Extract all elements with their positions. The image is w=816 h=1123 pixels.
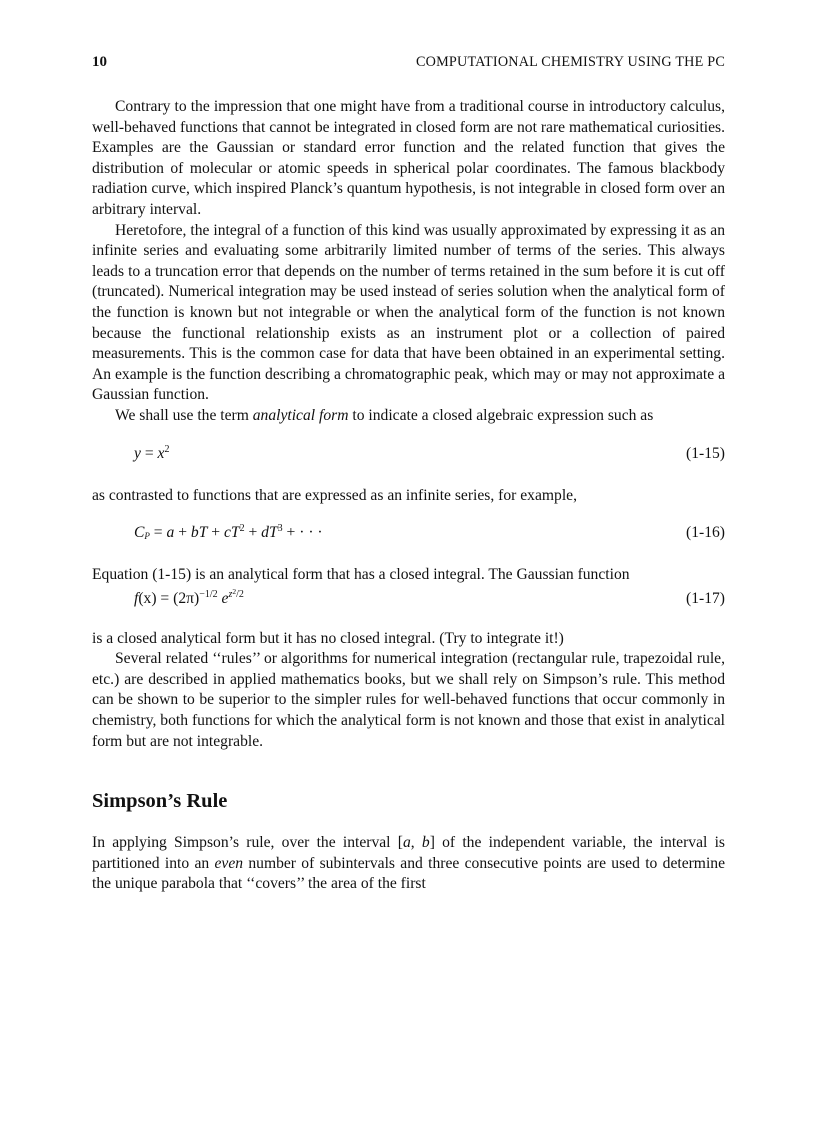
paragraph: Equation (1-15) is an analytical form that has a closed integral. The Gaussian function [92,566,630,584]
equation-expression: $y = x^2$ [134,443,170,462]
running-title: COMPUTATIONAL CHEMISTRY USING THE PC [415,54,725,70]
equation-number: (1-15) [686,444,725,462]
paragraph: Contrary to the impression that one might have from a traditional course in introductory calculus, well-behaved functions that cannot be integrated in closed form are not rare mathematical curiosities. Examples are the Gaussian or standard error function and the related function that gives the distribution of molecular or atomic speeds in spherical polar coordinates. The famous blackbody radiation curve, which inspired Planck’s quantum hypothesis, is not integrable in closed form over an arbitrary interval. [92,98,725,218]
book-page [92,54,725,895]
page-body [92,97,725,895]
paragraph: is a closed analytical form but it has no closed integral. (Try to integrate it!) [92,629,564,647]
emphasis: analytical form [252,406,349,424]
equation-1-16 [92,523,725,547]
paragraph: We shall use the term analytical form to indicate a closed algebraic expression such as [115,406,654,424]
equation-number: (1-17) [686,589,725,607]
equation-1-15 [92,444,725,468]
paragraph: as contrasted to functions that are expressed as an infinite series, for example, [92,486,577,504]
page-number: 10 [92,54,107,70]
equation-number: (1-16) [686,524,725,542]
equation-1-17 [92,586,725,613]
paragraph: In applying Simpson’s rule, over the interval [a, b] of the independent variable, the interval is partitioned into an even number of subintervals and three consecutive points are used to determine the unique parabola that ‘‘covers’’ the area of the first [92,834,725,893]
equation-expression: $C_P = a$ + bT + $cT^2 + dT^3$ + · · · [134,523,323,542]
running-header [92,54,725,80]
equation-expression: $f(x) = (2\pi)^{-1/2}$ $e^{z^2/2}$ [134,586,244,607]
paragraph: Several related ‘‘rules’’ or algorithms for numerical integration (rectangular rule, trapezoidal rule, etc.) are described in applied mathematics books, but we shall rely on Simpson’s rule. This method can be shown to be superior to the simpler rules for well-behaved functions that occur commonly in chemistry, both functions for which the analytical form is not known and those that exist in analytical form but are not integrable. [92,650,725,750]
paragraph: Heretofore, the integral of a function of this kind was usually approximated by expressing it as an infinite series and evaluating some arbitrarily limited number of terms of the series. This always leads to a truncation error that depends on the number of terms retained in the sum before it is cut off (truncated). Numerical integration may be used instead of series solution when the analytical form of the function is known but not integrable or when the analytical form of the function is not known because the functional relationship exists as an instrument plot or a collection of paired measurements. This is the common case for data that have been obtained in an experimental setting. An example is the function describing a chromatographic peak, which may or may not approximate a Gaussian function. [92,221,725,404]
section-heading: Simpson’s Rule [92,790,228,813]
emphasis: even [214,854,244,872]
